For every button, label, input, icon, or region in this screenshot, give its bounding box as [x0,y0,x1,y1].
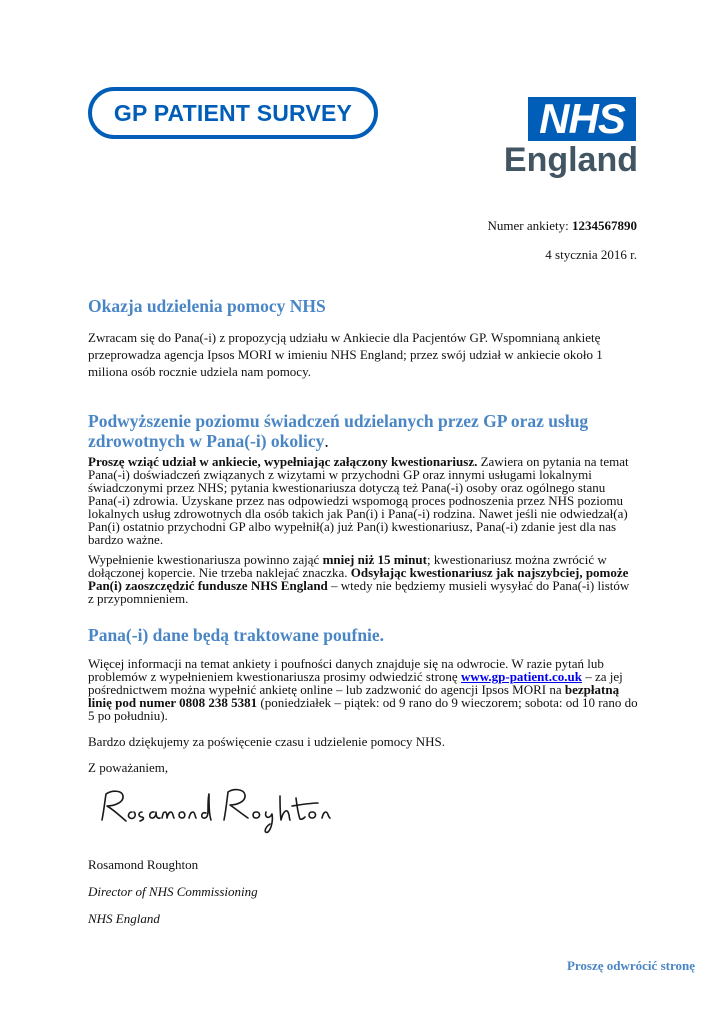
section-heading-improve-services [88,411,648,451]
thanks-paragraph: Bardzo dziękujemy za poświęcenie czasu i udzielenie pomocy NHS. [88,734,446,749]
letter-date: 4 stycznia 2016 r. [545,247,637,262]
completion-text-c: ; kwestionariusz można zwrócić w dołączonej kopercie. Nie trzeba naklejać znaczka. [88,552,607,580]
nhs-logo-text: NHS [539,95,625,142]
nhs-logo [528,97,636,141]
salutation: Z poważaniem, [88,760,169,775]
section-heading-confidential: Pana(-i) dane będą traktowane poufnie. [88,625,385,645]
info-text-a: Więcej informacji na temat ankiety i poufności danych znajduje się na odwrocie. W razie pytań lub problemów z wypełnieniem kwestionariusza prosimy odwiedzić stronę [88,656,604,684]
info-text-b: – za jej pośrednictwem można wypełnić ankietę online – lub zadzwonić do agencji Ipsos MORI na [88,669,623,697]
gp-patient-survey-logo [88,87,378,139]
signatory-title: Director of NHS Commissioning [88,884,258,899]
gp-logo-text: GP PATIENT SURVEY [113,99,353,126]
nhs-england-wordmark: England [503,141,638,179]
freephone-bold: bezpłatną linię pod numer 0808 238 5381 [88,682,620,710]
please-turn-over: Proszę odwrócić stronę [566,958,695,973]
completion-text-e: – wtedy nie będziemy musieli wysyłać do Pana(-i) listów z przypomnieniem. [88,578,630,606]
participation-bold: Proszę wziąć udział w ankiecie, wypełniając załączony kwestionariusz. [88,454,478,469]
intro-paragraph: Zwracam się do Pana(-i) z propozycją udziału w Ankiecie dla Pacjentów GP. Wspomnianą ankietę przeprowadza agencja Ipsos MORI w imieniu NHS England; przez swój udział w ankiecie około 1 miliona osób rocznie udziela nam pomocy. [88,330,603,379]
participation-paragraph [88,455,638,546]
completion-time-bold: mniej niż 15 minut [322,552,427,567]
completion-paragraph [88,553,638,605]
completion-text-a: Wypełnienie kwestionariusza powinno zająć [88,552,323,567]
section2-heading-dot: . [324,431,329,451]
completion-save-bold: Odsyłając kwestionariusz jak najszybciej, pomoże Pan(i) zaoszczędzić fundusze NHS England [88,565,629,593]
signature-image [96,776,346,836]
participation-rest: Zawiera on pytania na temat Pana(-i) doświadczeń związanych z wizytami w przychodni GP oraz innymi usługami lokalnymi świadczonymi przez NHS; pytania kwestionariusza dotyczą też Pana(-i) osoby oraz ogólnego stanu Pana(-i) zdrowia. Uzyskane przez nas odpowiedzi wspomogą proces podnoszenia przez NHS poziomu lokalnych usług zdrowotnych dla osób takich jak Pan(i) i Pana(-i) rodzina. Nawet jeśli nie odwiedzał(a) Pan(i) ostatnio przychodni GP albo wypełnił(a) już Pan(i) kwestionariusz, Pana(-i) zdanie jest dla nas bardzo ważne. [88,454,629,547]
section2-heading-text: Podwyższenie poziomu świadczeń udzielanych przez GP oraz usług zdrowotnych w Pana(-i) okolicy [88,411,589,451]
info-paragraph [88,657,638,722]
gp-patient-link[interactable]: www.gp-patient.co.uk [460,669,582,684]
survey-number-value: 1234567890 [572,218,637,233]
survey-number-label: Numer ankiety: [487,218,572,233]
signatory-name: Rosamond Roughton [88,857,199,872]
section-heading-help-nhs: Okazja udzielenia pomocy NHS [88,296,326,316]
info-text-c: (poniedziałek – piątek: od 9 rano do 9 wieczorem; sobota: od 10 rano do 5 po południu). [88,695,638,723]
signatory-organisation: NHS England [88,911,160,926]
survey-number [488,218,637,234]
